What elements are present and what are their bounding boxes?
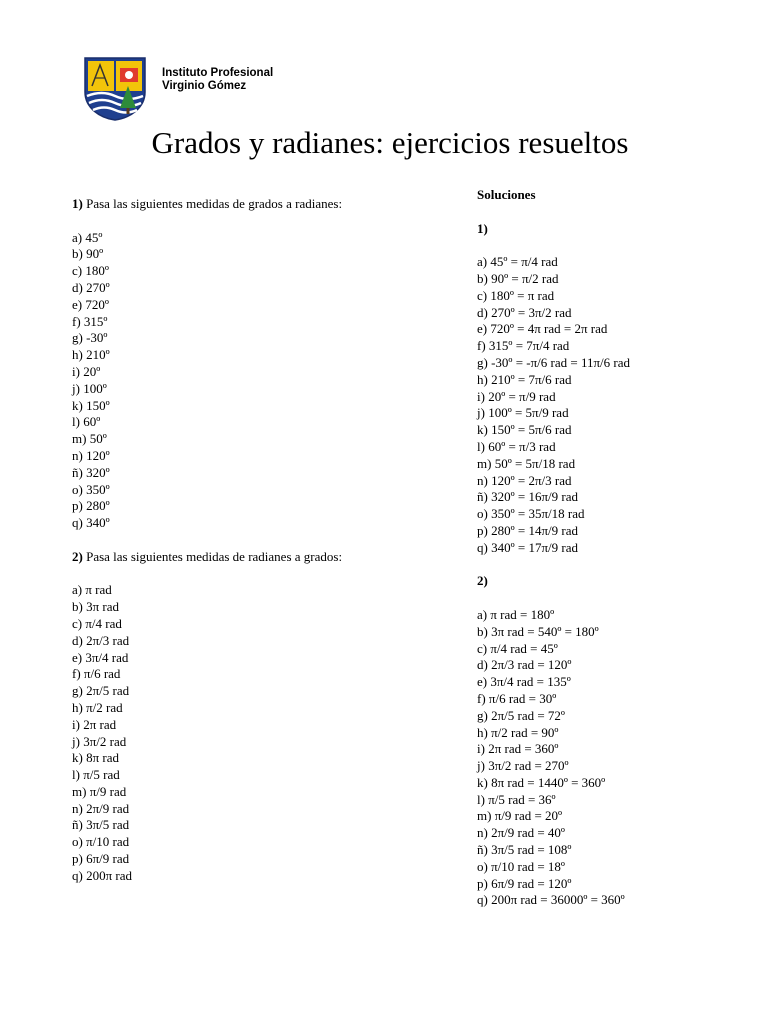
exercise-1-item: e) 720º (72, 296, 109, 312)
exercise-1-item: d) 270º (72, 279, 110, 295)
solution-2-item: o) π/10 rad = 18º (477, 858, 565, 874)
exercise-2-item: i) 2π rad (72, 716, 117, 732)
exercise-2-item: e) 3π/4 rad (72, 649, 129, 665)
solution-2-item: b) 3π rad = 540º = 180º (477, 623, 599, 639)
exercise-1-item: c) 180º (72, 263, 109, 279)
solution-2-item: p) 6π/9 rad = 120º (477, 875, 572, 891)
exercise-2-item: f) π/6 rad (72, 666, 121, 682)
solution-1-item: o) 350º = 35π/18 rad (477, 506, 585, 522)
exercise-1-item: b) 90º (72, 246, 104, 262)
solution-1-item: c) 180º = π rad (477, 287, 555, 303)
solution-1-item: d) 270º = 3π/2 rad (477, 304, 572, 320)
solutions-part-2-label: 2) (477, 573, 488, 589)
exercise-1-list (72, 230, 342, 532)
solution-1-item: j) 100º = 5π/9 rad (477, 405, 569, 421)
solution-2-item: c) π/4 rad = 45º (477, 640, 558, 656)
solutions-heading: Soluciones (477, 187, 536, 202)
solution-2-item: ñ) 3π/5 rad = 108º (477, 842, 572, 858)
exercise-1-item: p) 280º (72, 498, 110, 514)
solution-1-item: g) -30º = -π/6 rad = 11π/6 rad (477, 354, 630, 370)
exercise-2-item: m) π/9 rad (72, 783, 127, 799)
exercise-1-item: g) -30º (72, 330, 108, 346)
solutions-column (477, 187, 630, 909)
exercise-2-item: h) π/2 rad (72, 699, 123, 715)
solution-1-item: n) 120º = 2π/3 rad (477, 472, 572, 488)
exercise-2-item: l) π/5 rad (72, 767, 120, 783)
exercise-1-item: k) 150º (72, 397, 110, 413)
institute-logo (82, 56, 148, 122)
exercise-2-list (72, 582, 342, 884)
exercise-1-item: m) 50º (72, 431, 107, 447)
exercise-2-text: Pasa las siguientes medidas de radianes a grados: (86, 548, 343, 564)
exercise-2-item: ñ) 3π/5 rad (72, 817, 130, 833)
solutions-part-2-list (477, 607, 630, 909)
exercise-2-item: n) 2π/9 rad (72, 800, 130, 816)
solution-1-item: i) 20º = π/9 rad (477, 388, 556, 404)
exercise-1-item: o) 350º (72, 481, 110, 497)
exercise-2-item: j) 3π/2 rad (72, 733, 127, 749)
solution-2-item: m) π/9 rad = 20º (477, 808, 563, 824)
exercise-2-item: g) 2π/5 rad (72, 683, 130, 699)
exercise-2-item: p) 6π/9 rad (72, 851, 130, 867)
solutions-part-1-label: 1) (477, 220, 488, 236)
solution-2-item: d) 2π/3 rad = 120º (477, 657, 572, 673)
solution-2-item: g) 2π/5 rad = 72º (477, 707, 565, 723)
solution-2-item: q) 200π rad = 36000º = 360º (477, 892, 625, 908)
exercise-1-item: a) 45º (72, 229, 103, 245)
exercise-1-item: j) 100º (72, 380, 107, 396)
solution-1-item: a) 45º = π/4 rad (477, 254, 558, 270)
solution-1-item: f) 315º = 7π/4 rad (477, 338, 570, 354)
solution-1-item: k) 150º = 5π/6 rad (477, 422, 572, 438)
solutions-part-1-list (477, 254, 630, 556)
exercise-1-item: n) 120º (72, 447, 110, 463)
exercise-2-number: 2) (72, 548, 83, 564)
page-title: Grados y radianes: ejercicios resueltos (151, 125, 629, 160)
exercise-1-item: l) 60º (72, 414, 101, 430)
solution-1-item: ñ) 320º = 16π/9 rad (477, 489, 578, 505)
solution-1-item: b) 90º = π/2 rad (477, 270, 559, 286)
exercise-1-item: h) 210º (72, 347, 110, 363)
solution-2-item: l) π/5 rad = 36º (477, 791, 556, 807)
institute-line-2: Virginio Gómez (162, 80, 247, 92)
exercise-1-item: i) 20º (72, 363, 101, 379)
institute-line-1: Instituto Profesional (162, 67, 274, 79)
exercises-column (72, 196, 342, 885)
exercise-1-prompt (72, 196, 342, 213)
solution-1-item: p) 280º = 14π/9 rad (477, 522, 578, 538)
solution-1-item: h) 210º = 7π/6 rad (477, 371, 572, 387)
solution-1-item: q) 340º = 17π/9 rad (477, 539, 578, 555)
exercise-2-prompt (72, 549, 342, 566)
solution-2-item: e) 3π/4 rad = 135º (477, 674, 571, 690)
exercise-1-text: Pasa las siguientes medidas de grados a radianes: (86, 196, 343, 211)
exercise-2-item: o) π/10 rad (72, 834, 130, 850)
institute-name (162, 67, 273, 93)
solution-2-item: f) π/6 rad = 30º (477, 690, 557, 706)
exercise-2-item: a) π rad (72, 582, 112, 598)
exercise-1-item: f) 315º (72, 313, 108, 329)
solution-2-item: j) 3π/2 rad = 270º (477, 758, 569, 774)
solution-2-item: a) π rad = 180º (477, 606, 555, 622)
solution-2-item: h) π/2 rad = 90º (477, 724, 559, 740)
solution-2-item: k) 8π rad = 1440º = 360º (477, 774, 606, 790)
exercise-1-item: ñ) 320º (72, 464, 110, 480)
solution-1-item: l) 60º = π/3 rad (477, 438, 556, 454)
exercise-2-item: c) π/4 rad (72, 615, 122, 631)
solution-1-item: m) 50º = 5π/18 rad (477, 455, 576, 471)
solution-2-item: n) 2π/9 rad = 40º (477, 825, 565, 841)
exercise-1-number: 1) (72, 196, 83, 211)
exercise-1-item: q) 340º (72, 515, 110, 531)
exercise-2-item: b) 3π rad (72, 599, 119, 615)
exercise-2-item: q) 200π rad (72, 867, 132, 883)
exercise-2-item: k) 8π rad (72, 750, 119, 766)
solution-2-item: i) 2π rad = 360º (477, 741, 559, 757)
exercise-2-item: d) 2π/3 rad (72, 632, 130, 648)
solution-1-item: e) 720º = 4π rad = 2π rad (477, 321, 608, 337)
